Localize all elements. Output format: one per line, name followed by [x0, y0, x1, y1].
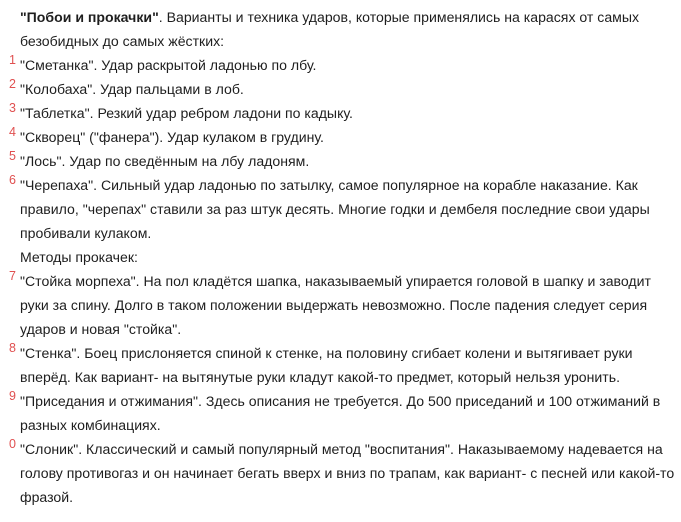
- line-marker: 7: [9, 269, 16, 283]
- list-item-text: "Таблетка". Резкий удар ребром ладони по кадыку.: [20, 105, 353, 121]
- list-item-text: "Стойка морпеха". На пол кладётся шапка, наказываемый упирается головой в шапку и заводит руки за спину. Долго в таком положении выдержать невозможно. После падения следует серия ударов и новая "стойка".: [20, 273, 651, 337]
- list-item-text: "Лось". Удар по сведённым на лбу ладоням.: [20, 153, 310, 169]
- line-marker: 6: [9, 173, 16, 187]
- list-item-text: "Сметанка". Удар раскрытой ладонью по лбу.: [20, 57, 317, 73]
- list-item: [9, 269, 676, 341]
- list-item: [9, 125, 676, 149]
- list-item: [9, 389, 676, 437]
- list-item: [9, 53, 676, 77]
- line-marker: 8: [9, 341, 16, 355]
- intro-title: "Побои и прокачки": [20, 9, 159, 25]
- list-item-text: "Слоник". Классический и самый популярный метод "воспитания". Наказываемому надевается на голову противогаз и он начинает бегать вверх и вниз по трапам, как вариант- с песней или какой-то фразой.: [20, 441, 675, 505]
- list-item-text: "Приседания и отжимания". Здесь описания не требуется. До 500 приседаний и 100 отжиманий в разных комбинациях.: [20, 393, 661, 433]
- list-item: [9, 341, 676, 389]
- list-item: [9, 77, 676, 101]
- line-marker: 5: [9, 149, 16, 163]
- line-marker: 1: [9, 53, 16, 67]
- intro-text: . Варианты и техника ударов, которые применялись на карасях от самых безобидных до самых жёстких:: [20, 9, 640, 49]
- subheading: Методы прокачек:: [20, 249, 138, 265]
- line-marker: 3: [9, 101, 16, 115]
- list-item-text: "Черепаха". Сильный удар ладонью по затылку, самое популярное на корабле наказание. Как правило, "черепах" ставили за раз штук десять. Многие годки и дембеля последние свои удары пробивали кулаком.: [20, 177, 650, 241]
- intro-paragraph: [20, 5, 676, 53]
- article-text: [9, 5, 676, 509]
- line-marker: 4: [9, 125, 16, 139]
- list-item: [9, 149, 676, 173]
- list-item-text: "Колобаха". Удар пальцами в лоб.: [20, 81, 244, 97]
- list-item: [9, 173, 676, 245]
- line-marker: 2: [9, 77, 16, 91]
- list-item: [9, 437, 676, 509]
- list-item-text: "Стенка". Боец прислоняется спиной к стенке, на половину сгибает колени и вытягивает руки вперёд. Как вариант- на вытянутые руки кладут какой-то предмет, который нельзя уронить.: [20, 345, 633, 385]
- list-item-text: "Скворец" ("фанера"). Удар кулаком в грудину.: [20, 129, 324, 145]
- line-marker: 0: [9, 437, 16, 451]
- line-marker: 9: [9, 389, 16, 403]
- list-item: [9, 101, 676, 125]
